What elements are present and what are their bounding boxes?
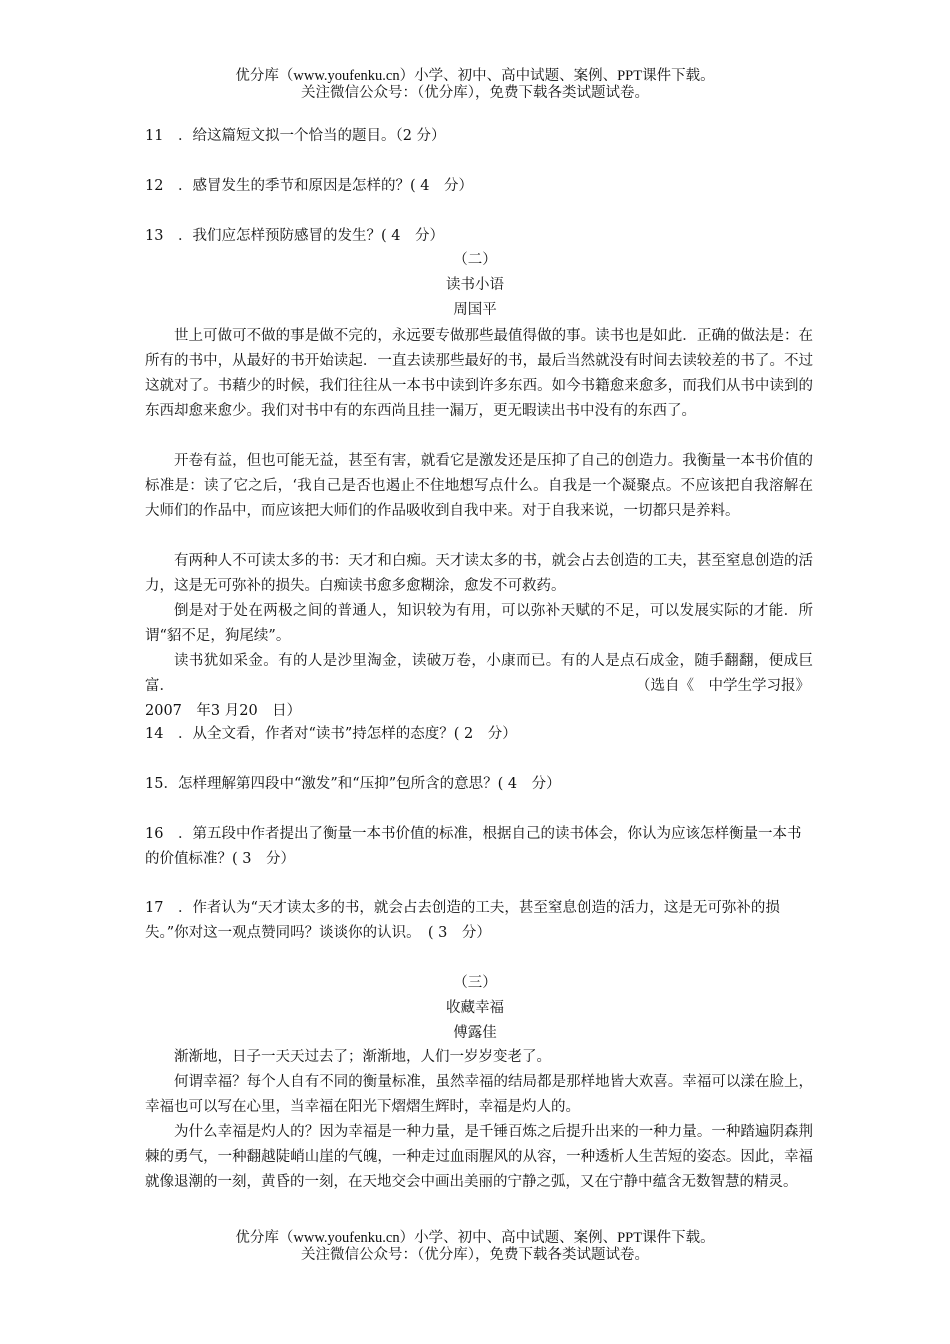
- header-line-1: 优分库（www.youfenku.cn）小学、初中、高中试题、案例、PPT课件下载。: [235, 68, 715, 84]
- question-17: 17 ．作者认为“天才读太多的书，就会占去创造的工夫，甚至窒息创造的活力，这是无可弥补的损失。”你对这一观点赞同吗？谈谈你的认识。 ( 3 分）: [145, 900, 780, 941]
- header-line-2: 关注微信公众号：（优分库），免费下载各类试题试卷。: [301, 85, 649, 101]
- question-13: 13 ．我们应怎样预防感冒的发生？( 4 分）: [145, 228, 444, 244]
- section-2-paragraph-2: 开卷有益，但也可能无益，甚至有害，就看它是激发还是压抑了自己的创造力。我衡量一本书价值的标准是：读了它之后，‘我自己是否也遏止不住地想写点什么。自我是一个凝聚点。不应该把自我溶解在大师们的作品中，而应该把大师们的作品吸收到自我中来。对于自我来说，一切都只是养料。: [145, 453, 813, 519]
- section-3-number: （三）: [453, 975, 497, 991]
- section-2-source-date: 2007 年3 月20 日）: [145, 703, 302, 719]
- section-2-title: 读书小语: [446, 277, 504, 293]
- page-header: [0, 68, 950, 102]
- section-2-source: [145, 674, 810, 699]
- section-3-paragraph-1: 渐渐地，日子一天天过去了；渐渐地，人们一岁岁变老了。: [174, 1049, 551, 1065]
- section-3-author: 傅露佳: [453, 1025, 497, 1041]
- section-2-number: （二）: [453, 252, 497, 268]
- source-publication: （选自《 中学生学习报》: [636, 678, 810, 694]
- question-14: 14 ．从全文看，作者对“读书”持怎样的态度？( 2 分）: [145, 726, 517, 742]
- question-12: 12 ．感冒发生的季节和原因是怎样的？( 4 分）: [145, 178, 473, 194]
- question-15: 15．怎样理解第四段中“激发”和“压抑”包所含的意思？( 4 分）: [145, 776, 561, 792]
- footer-line-1: 优分库（www.youfenku.cn）小学、初中、高中试题、案例、PPT课件下载。: [235, 1230, 715, 1246]
- section-3-paragraph-2: 何谓幸福？每个人自有不同的衡量标准，虽然幸福的结局都是那样地皆大欢喜。幸福可以漾在脸上，幸福也可以写在心里，当幸福在阳光下熠熠生辉时，幸福是灼人的。: [145, 1074, 813, 1115]
- section-3-paragraph-3: 为什么幸福是灼人的？因为幸福是一种力量，是千锤百炼之后提升出来的一种力量。一种踏遍阴森荆棘的勇气，一种翻越陡峭山崖的气魄，一种走过血雨腥风的从容，一种透析人生苦短的姿态。因此，幸福就像退潮的一刻，黄昏的一刻，在天地交会中画出美丽的宁静之弧，又在宁静中蕴含无数智慧的精灵。: [145, 1124, 813, 1190]
- section-3-title: 收藏幸福: [446, 1000, 504, 1016]
- section-2-paragraph-4: 倒是对于处在两极之间的普通人，知识较为有用，可以弥补天赋的不足，可以发展实际的才能．所谓“貂不足，狗尾续”。: [145, 603, 813, 644]
- question-16: 16 ．第五段中作者提出了衡量一本书价值的标准，根据自己的读书体会，你认为应该怎样衡量一本书的价值标准？( 3 分）: [145, 826, 802, 867]
- section-2-paragraph-5: 读书犹如采金。有的人是沙里淘金，读破万卷，小康而已。有的人是点石成金，随手翻翻，便成巨富．: [145, 653, 813, 694]
- question-11: 11 ．给这篇短文拟一个恰当的题目。（2 分）: [145, 128, 446, 144]
- section-2-paragraph-1: 世上可做可不做的事是做不完的，永远要专做那些最值得做的事。读书也是如此．正确的做法是：在所有的书中，从最好的书开始读起．一直去读那些最好的书，最后当然就没有时间去读较差的书了。不过这就对了。书藉少的时候，我们往往从一本书中读到许多东西。如今书籍愈来愈多，而我们从书中读到的东西却愈来愈少。我们对书中有的东西尚且挂一漏万，更无暇读出书中没有的东西了。: [145, 328, 813, 419]
- footer-line-2: 关注微信公众号：（优分库），免费下载各类试题试卷。: [301, 1247, 649, 1263]
- section-2-paragraph-3: 有两种人不可读太多的书：天才和白痴。天才读太多的书，就会占去创造的工夫，甚至窒息创造的活力，这是无可弥补的损失。白痴读书愈多愈糊涂，愈发不可救药。: [145, 553, 813, 594]
- page-footer: [0, 1230, 950, 1264]
- section-2-author: 周国平: [453, 302, 497, 318]
